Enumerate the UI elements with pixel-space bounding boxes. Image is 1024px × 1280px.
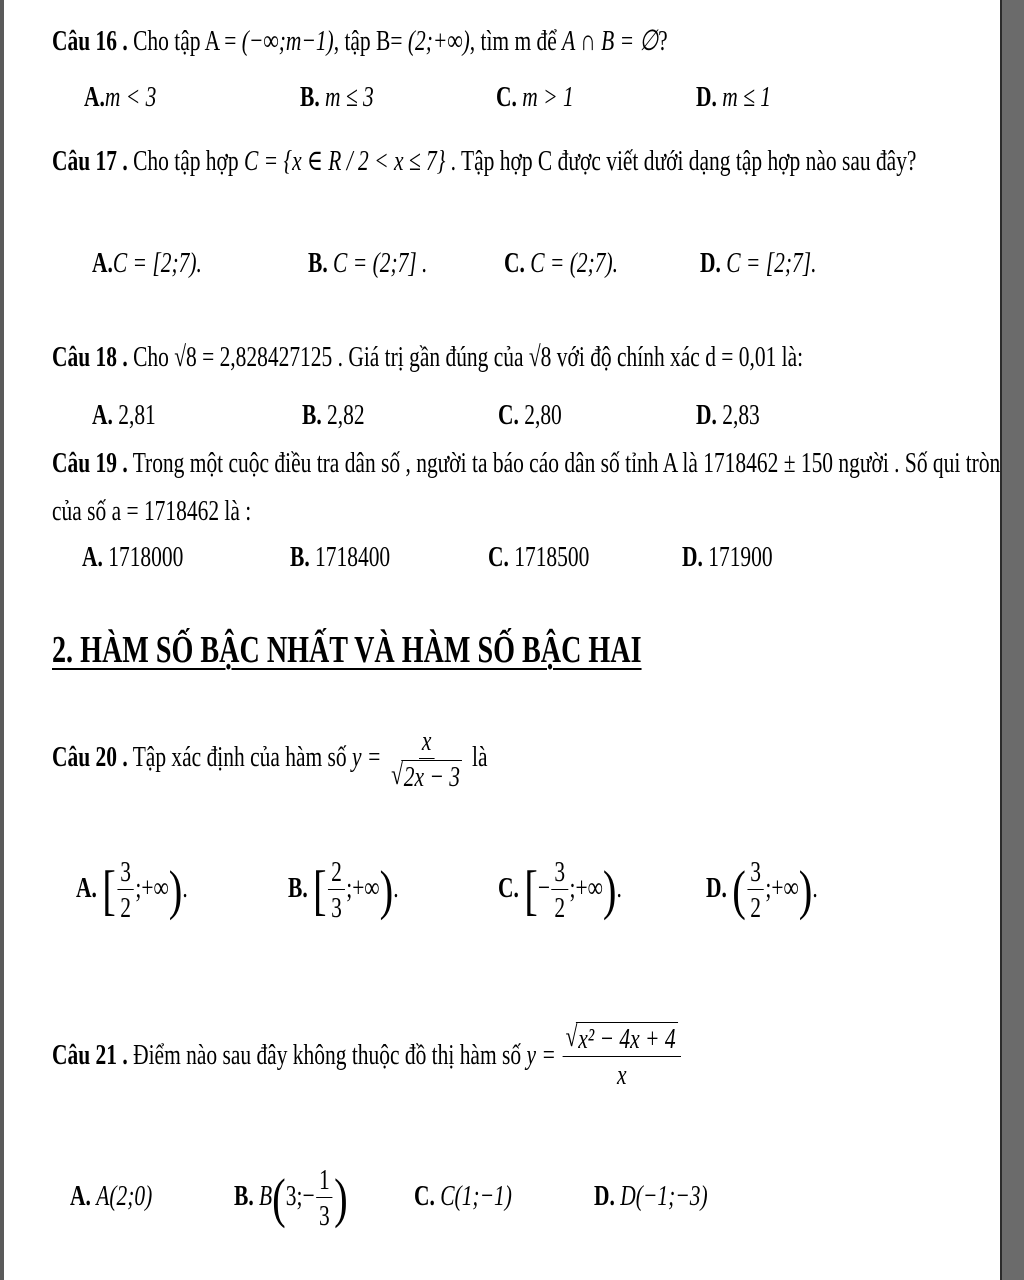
section-heading: 2. HÀM SỐ BẬC NHẤT VÀ HÀM SỐ BẬC HAI (52, 629, 642, 671)
option-a: A. A(2;0) (70, 1180, 153, 1212)
option-b: B. [ $\frac{2}{3}$ ;+∞). (288, 856, 399, 924)
question-text: Cho (127, 341, 175, 373)
question-19-cont (52, 494, 251, 528)
question-18 (52, 340, 803, 374)
option-a: A.C = [2;7). (92, 247, 202, 279)
set-b: (2;+∞) (407, 25, 470, 57)
question-text: Điểm nào sau đây không thuộc đồ thị hàm số (127, 1039, 527, 1071)
function-fraction (563, 1020, 681, 1091)
question-text: của số a = 1718462 là : (52, 495, 252, 527)
fraction-denominator: √ 2x − 3 (388, 759, 465, 792)
option-a: A. 2,81 (92, 399, 156, 431)
question-17 (52, 144, 916, 178)
option-b: B. 2,82 (302, 399, 365, 431)
option-b: B. m ≤ 3 (300, 81, 374, 113)
option-c: C. C = (2;7). (504, 247, 619, 279)
question-label: Câu 19 . (52, 447, 128, 479)
option-d: D. 171900 (682, 541, 773, 573)
question-text: với độ chính xác d = 0,01 là: (551, 341, 804, 373)
question-label: Câu 20 . (52, 741, 128, 773)
question-label: Câu 21 . (52, 1039, 128, 1071)
right-border (1000, 0, 1024, 1280)
option-c: C. 2,80 (498, 399, 562, 431)
question-text: ? (658, 25, 668, 57)
option-b: B. B(3;− $\frac{1}{3}$ ) (234, 1164, 348, 1232)
question-21 (52, 1010, 682, 1100)
option-c: C. m > 1 (496, 81, 574, 113)
question-19 (52, 446, 1000, 480)
fraction-denominator: x (616, 1058, 627, 1091)
function-fraction (388, 724, 465, 793)
question-text: là (466, 741, 488, 773)
sqrt-expression: √8 = 2,828427125 (174, 341, 333, 373)
option-d: D. 2,83 (696, 399, 760, 431)
question-text: Cho tập A = (127, 25, 242, 57)
question-text: . Tập hợp C được viết dưới dạng tập hợp nào sau đây? (445, 145, 917, 177)
question-text: Tập xác định của hàm số (127, 741, 353, 773)
function-y: y = (352, 741, 382, 773)
option-d: D. D(−1;−3) (594, 1180, 708, 1212)
function-y: y = (526, 1039, 556, 1071)
sqrt-root: √8 (528, 341, 552, 373)
question-label: Câu 17 . (52, 145, 128, 177)
option-d: D. C = [2;7]. (700, 247, 817, 279)
option-a: A. 1718000 (82, 541, 184, 573)
condition: A ∩ B = ∅ (562, 25, 659, 57)
question-text: Cho tập hợp (127, 145, 244, 177)
question-text: , tìm m để (469, 25, 563, 57)
question-16 (52, 24, 668, 58)
option-b: B. C = (2;7] . (308, 247, 428, 279)
option-b: B. 1718400 (290, 541, 391, 573)
question-text: Trong một cuộc điều tra dân số , người ta báo cáo dân số tỉnh A là 1718462 ± 150 người . Số qui tròn (127, 447, 1001, 479)
question-text: , tập B= (333, 25, 408, 57)
option-d: D. ( $\frac{3}{2}$ ;+∞). (706, 856, 818, 924)
set-a: (−∞;m−1) (241, 25, 334, 57)
set-c: C = {x ∈ R / 2 < x ≤ 7} (243, 145, 446, 177)
option-c: C. C(1;−1) (414, 1180, 512, 1212)
option-c: C. 1718500 (488, 541, 590, 573)
question-text: . Giá trị gần đúng của (332, 341, 529, 373)
option-d: D. m ≤ 1 (696, 81, 771, 113)
fraction-numerator: x (419, 727, 434, 759)
question-label: Câu 18 . (52, 341, 128, 373)
option-c: C. [− $\frac{3}{2}$ ;+∞). (498, 856, 622, 924)
fraction-numerator: √ x² − 4x + 4 (563, 1025, 681, 1057)
option-a: A. [ $\frac{3}{2}$ ;+∞). (76, 856, 188, 924)
question-label: Câu 16 . (52, 25, 128, 57)
document-page (4, 0, 1000, 1280)
question-20 (52, 722, 487, 792)
option-a: A.m < 3 (84, 81, 157, 113)
